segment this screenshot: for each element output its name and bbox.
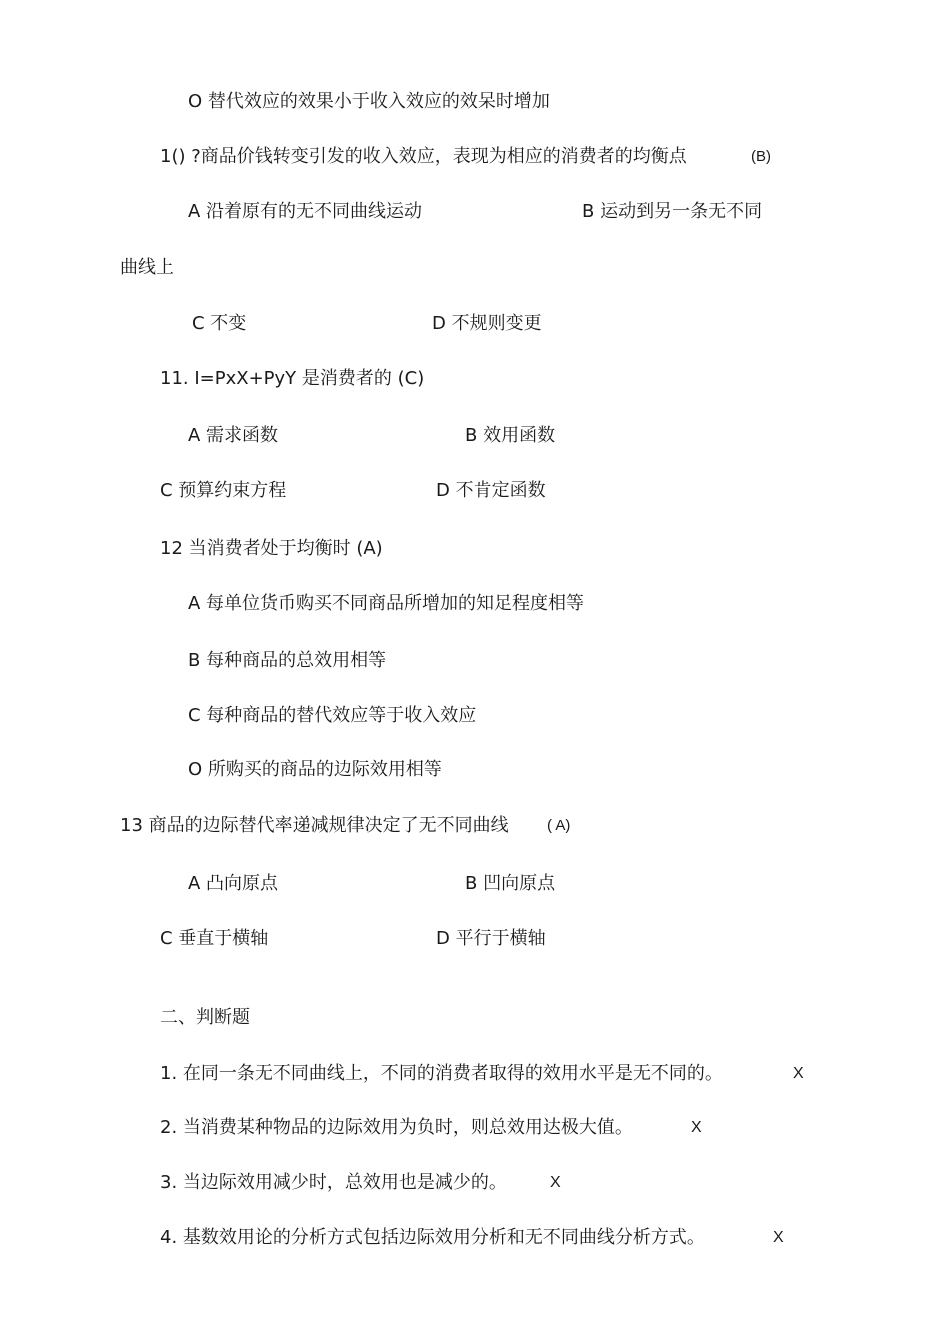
judgment-2-mark: X xyxy=(691,1119,702,1136)
judgment-3-mark: X xyxy=(550,1174,561,1191)
question-11-text: 11. I=PxX+PyY 是消费者的 (C) xyxy=(160,368,425,389)
judgment-1-text: 1. 在同一条无不同曲线上，不同的消费者取得的效用水平是无不同的。 xyxy=(160,1063,723,1084)
judgment-4-mark: X xyxy=(773,1229,784,1246)
question-13-option-c: C 垂直于横轴 xyxy=(160,928,269,949)
question-13-option-a: A 凸向原点 xyxy=(188,873,279,894)
judgment-4-text: 4. 基数效用论的分析方式包括边际效用分析和无不同曲线分析方式。 xyxy=(160,1227,705,1248)
question-11-option-b: B 效用函数 xyxy=(465,425,556,446)
question-12-option-b: B 每种商品的总效用相等 xyxy=(188,650,387,671)
judgment-2-text: 2. 当消费某种物品的边际效用为负时，则总效用达极大值。 xyxy=(160,1117,633,1138)
question-12-option-c: C 每种商品的替代效应等于收入效应 xyxy=(188,705,477,726)
question-12-option-d: O 所购买的商品的边际效用相等 xyxy=(188,759,442,780)
question-10-option-b-continued: 曲线上 xyxy=(120,257,174,278)
question-11-option-d: D 不肯定函数 xyxy=(436,480,546,501)
question-10-option-b: B 运动到另一条无不同 xyxy=(582,201,763,222)
judgment-3-text: 3. 当边际效用减少时，总效用也是减少的。 xyxy=(160,1172,507,1193)
section-heading-true-false: 二、判断题 xyxy=(160,1007,250,1028)
question-13-text: 13 商品的边际替代率递减规律决定了无不同曲线 xyxy=(120,815,509,836)
question-13-option-d: D 平行于横轴 xyxy=(436,928,546,949)
question-13-answer: ( A) xyxy=(547,817,571,834)
question-10-answer: (B) xyxy=(751,148,771,165)
question-11-option-c: C 预算约束方程 xyxy=(160,480,287,501)
question-10-option-a: A 沿着原有的无不同曲线运动 xyxy=(188,201,423,222)
question-12-option-a: A 每单位货币购买不同商品所增加的知足程度相等 xyxy=(188,593,585,614)
question-11-option-a: A 需求函数 xyxy=(188,425,279,446)
question-10-option-c: C 不变 xyxy=(192,313,247,334)
question-12-text: 12 当消费者处于均衡时 (A) xyxy=(160,538,383,559)
question-10-text: 1() ?商品价钱转变引发的收入效应，表现为相应的消费者的均衡点 xyxy=(160,146,687,167)
option-o-substitution: O 替代效应的效果小于收入效应的效呆时增加 xyxy=(188,91,550,112)
judgment-1-mark: X xyxy=(793,1065,804,1082)
question-10-option-d: D 不规则变更 xyxy=(432,313,542,334)
question-13-option-b: B 凹向原点 xyxy=(465,873,556,894)
